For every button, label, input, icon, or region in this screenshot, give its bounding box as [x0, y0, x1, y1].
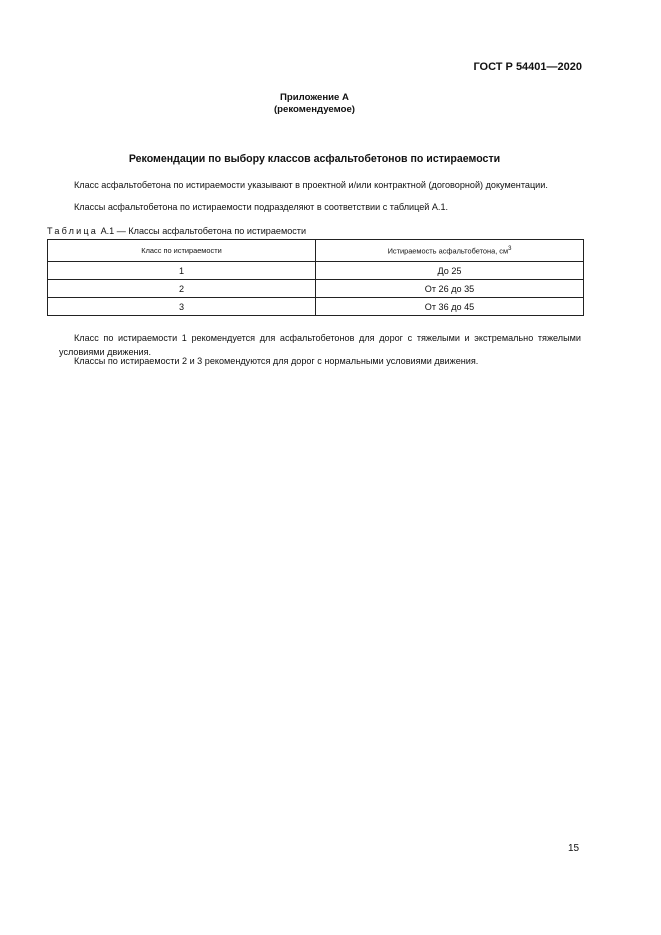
header-abrasion — [316, 240, 584, 262]
document-code: ГОСТ Р 54401—2020 — [473, 61, 582, 73]
header-abrasion-label: Истираемость асфальтобетона, см — [387, 246, 509, 256]
page-number: 15 — [568, 843, 580, 854]
table-caption — [47, 226, 306, 236]
header-abrasion-unit: 3 — [508, 245, 512, 252]
cell-class: 2 — [48, 280, 316, 298]
appendix-title: Приложение А — [280, 92, 349, 103]
table-caption-label: Таблица — [47, 226, 99, 236]
abrasion-class-table — [47, 239, 584, 316]
appendix-status: (рекомендуемое) — [273, 104, 355, 115]
header-class: Класс по истираемости — [48, 240, 316, 262]
cell-abrasion: До 25 — [316, 262, 584, 280]
paragraph-class-2-3-recommendation: Классы по истираемости 2 и 3 рекомендуются для дорог с нормальными условиями движения. — [74, 356, 479, 366]
table-row — [48, 262, 584, 280]
cell-abrasion: От 26 до 35 — [316, 280, 584, 298]
cell-class: 3 — [48, 298, 316, 316]
cell-class: 1 — [48, 262, 316, 280]
section-title: Рекомендации по выбору классов асфальтобетонов по истираемости — [128, 153, 501, 165]
table-row — [48, 298, 584, 316]
paragraph-class-specification: Класс асфальтобетона по истираемости указывают в проектной и/или контрактной (договорной) документации. — [74, 180, 548, 190]
cell-abrasion: От 36 до 45 — [316, 298, 584, 316]
table-row — [48, 280, 584, 298]
appendix-heading — [0, 92, 629, 116]
paragraph-class-1-recommendation: Класс по истираемости 1 рекомендуется для асфальтобетонов для дорог с тяжелыми и экстремально тяжелыми условиями движения. — [59, 333, 581, 357]
table-caption-title: А.1 — Классы асфальтобетона по истираемости — [98, 226, 307, 236]
table-header-row — [48, 240, 584, 262]
paragraph-class-division: Классы асфальтобетона по истираемости подразделяют в соответствии с таблицей А.1. — [74, 202, 449, 212]
